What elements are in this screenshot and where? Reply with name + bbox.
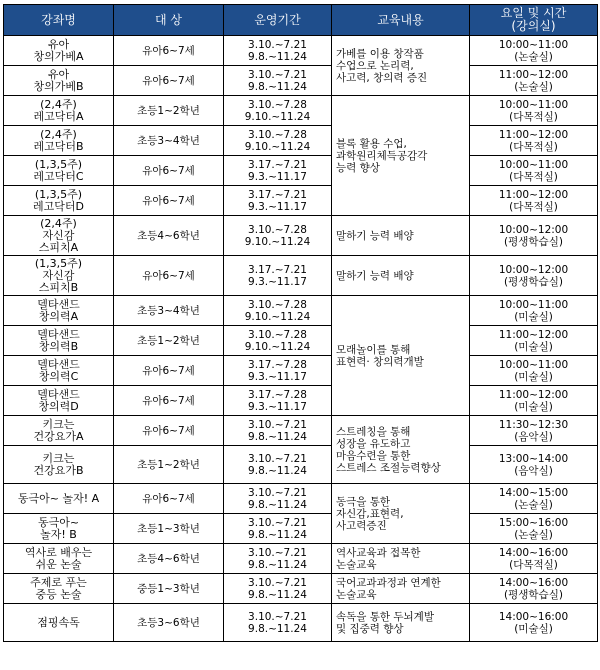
table-row — [4, 256, 598, 296]
target: 유아6~7세 — [114, 66, 224, 96]
target: 초등3~4학년 — [114, 126, 224, 156]
course-name: 동극아~ 놀자! B — [4, 514, 114, 544]
period: 3.10.~7.28 9.10.~11.24 — [224, 326, 332, 356]
course-name: 주제로 푸는 중등 논술 — [4, 574, 114, 604]
period: 3.10.~7.21 9.8.~11.24 — [224, 604, 332, 642]
course-name: 델타샌드 창의력D — [4, 386, 114, 416]
table-row — [4, 156, 598, 186]
schedule-table-wrapper — [3, 4, 597, 642]
period: 3.10.~7.28 9.10.~11.24 — [224, 96, 332, 126]
time-room: 11:00~12:00 (미술실) — [470, 386, 598, 416]
content: 동극을 통한 자신감,표현력, 사고력증진 — [332, 484, 470, 544]
time-room: 10:00~12:00 (평생학습실) — [470, 256, 598, 296]
table-row — [4, 386, 598, 416]
target: 유아6~7세 — [114, 186, 224, 216]
period: 3.10.~7.21 9.8.~11.24 — [224, 544, 332, 574]
target: 유아6~7세 — [114, 386, 224, 416]
period: 3.17.~7.21 9.3.~11.17 — [224, 256, 332, 296]
period: 3.10.~7.21 9.8.~11.24 — [224, 416, 332, 446]
table-row — [4, 544, 598, 574]
table-row — [4, 186, 598, 216]
target: 유아6~7세 — [114, 256, 224, 296]
time-room: 14:00~16:00 (평생학습실) — [470, 574, 598, 604]
table-row — [4, 514, 598, 544]
course-name: (1,3,5주) 레고닥터C — [4, 156, 114, 186]
table-row — [4, 574, 598, 604]
table-row — [4, 126, 598, 156]
target: 초등4~6학년 — [114, 216, 224, 256]
period: 3.17.~7.21 9.3.~11.17 — [224, 156, 332, 186]
period: 3.10.~7.28 9.10.~11.24 — [224, 216, 332, 256]
course-name: 키크는 건강요가A — [4, 416, 114, 446]
target: 유아6~7세 — [114, 416, 224, 446]
course-name: (2,4주) 자신감 스피치A — [4, 216, 114, 256]
header-target: 대 상 — [114, 5, 224, 36]
table-row — [4, 604, 598, 642]
course-name: 키크는 건강요가B — [4, 446, 114, 484]
course-schedule-table — [3, 4, 598, 642]
table-row — [4, 96, 598, 126]
period: 3.10.~7.21 9.8.~11.24 — [224, 514, 332, 544]
course-name: 역사로 배우는 쉬운 논술 — [4, 544, 114, 574]
header-course: 강좌명 — [4, 5, 114, 36]
time-room: 11:00~12:00 (논술실) — [470, 66, 598, 96]
period: 3.17.~7.21 9.3.~11.17 — [224, 186, 332, 216]
target: 초등1~2학년 — [114, 326, 224, 356]
time-room: 14:00~15:00 (논술실) — [470, 484, 598, 514]
target: 중등1~3학년 — [114, 574, 224, 604]
period: 3.10.~7.21 9.8.~11.24 — [224, 574, 332, 604]
period: 3.10.~7.21 9.8.~11.24 — [224, 484, 332, 514]
time-room: 14:00~16:00 (다목적실) — [470, 544, 598, 574]
course-name: 유아 창의가베A — [4, 36, 114, 66]
time-room: 10:00~11:00 (다목적실) — [470, 96, 598, 126]
time-room: 10:00~11:00 (논술실) — [470, 36, 598, 66]
period: 3.10.~7.28 9.10.~11.24 — [224, 126, 332, 156]
period: 3.17.~7.28 9.3.~11.17 — [224, 356, 332, 386]
period: 3.10.~7.28 9.10.~11.24 — [224, 296, 332, 326]
time-room: 13:00~14:00 (음악실) — [470, 446, 598, 484]
target: 초등4~6학년 — [114, 544, 224, 574]
header-row — [4, 5, 598, 36]
content: 국어교과과정과 연계한 논술교육 — [332, 574, 470, 604]
period: 3.10.~7.21 9.8.~11.24 — [224, 446, 332, 484]
time-room: 11:00~12:00 (다목적실) — [470, 126, 598, 156]
course-name: 유아 창의가베B — [4, 66, 114, 96]
content: 속독을 통한 두뇌계발 및 집중력 향상 — [332, 604, 470, 642]
content: 말하기 능력 배양 — [332, 256, 470, 296]
content: 블록 활용 수업, 과학원리체득공감각 능력 향상 — [332, 96, 470, 216]
time-room: 11:30~12:30 (음악실) — [470, 416, 598, 446]
time-room: 11:00~12:00 (다목적실) — [470, 186, 598, 216]
period: 3.10.~7.21 9.8.~11.24 — [224, 36, 332, 66]
time-room: 10:00~11:00 (다목적실) — [470, 156, 598, 186]
content: 스트레칭을 통해 성장을 유도하고 마음수련을 통한 스트레스 조절능력향상 — [332, 416, 470, 484]
table-row — [4, 326, 598, 356]
table-row — [4, 296, 598, 326]
time-room: 15:00~16:00 (논술실) — [470, 514, 598, 544]
course-name: 점핑속독 — [4, 604, 114, 642]
course-name: (1,3,5주) 레고닥터D — [4, 186, 114, 216]
content: 역사교육과 접목한 논술교육 — [332, 544, 470, 574]
target: 초등1~3학년 — [114, 514, 224, 544]
table-row — [4, 356, 598, 386]
time-room: 10:00~11:00 (미술실) — [470, 356, 598, 386]
course-name: 델타샌드 창의력C — [4, 356, 114, 386]
table-row — [4, 66, 598, 96]
target: 유아6~7세 — [114, 484, 224, 514]
table-row — [4, 484, 598, 514]
content: 말하기 능력 배양 — [332, 216, 470, 256]
target: 초등1~2학년 — [114, 446, 224, 484]
course-name: 델타샌드 창의력B — [4, 326, 114, 356]
table-row — [4, 416, 598, 446]
course-name: (2,4주) 레고닥터A — [4, 96, 114, 126]
header-time: 요일 및 시간 (강의실) — [470, 5, 598, 36]
header-period: 운영기간 — [224, 5, 332, 36]
course-name: 델타샌드 창의력A — [4, 296, 114, 326]
table-row — [4, 216, 598, 256]
time-room: 11:00~12:00 (미술실) — [470, 326, 598, 356]
target: 초등3~6학년 — [114, 604, 224, 642]
target: 초등1~2학년 — [114, 96, 224, 126]
course-name: (1,3,5주) 자신감 스피치B — [4, 256, 114, 296]
content: 모래놀이를 통해 표현력· 창의력개발 — [332, 296, 470, 416]
course-name: 동극아~ 놀자! A — [4, 484, 114, 514]
header-content: 교육내용 — [332, 5, 470, 36]
target: 유아6~7세 — [114, 156, 224, 186]
content: 가베를 이용 창작품 수업으로 논리력, 사고력, 창의력 증진 — [332, 36, 470, 96]
time-room: 10:00~12:00 (평생학습실) — [470, 216, 598, 256]
course-name: (2,4주) 레고닥터B — [4, 126, 114, 156]
table-row — [4, 446, 598, 484]
time-room: 14:00~16:00 (미술실) — [470, 604, 598, 642]
target: 유아6~7세 — [114, 356, 224, 386]
target: 초등3~4학년 — [114, 296, 224, 326]
table-row — [4, 36, 598, 66]
period: 3.17.~7.28 9.3.~11.17 — [224, 386, 332, 416]
period: 3.10.~7.21 9.8.~11.24 — [224, 66, 332, 96]
time-room: 10:00~11:00 (미술실) — [470, 296, 598, 326]
target: 유아6~7세 — [114, 36, 224, 66]
